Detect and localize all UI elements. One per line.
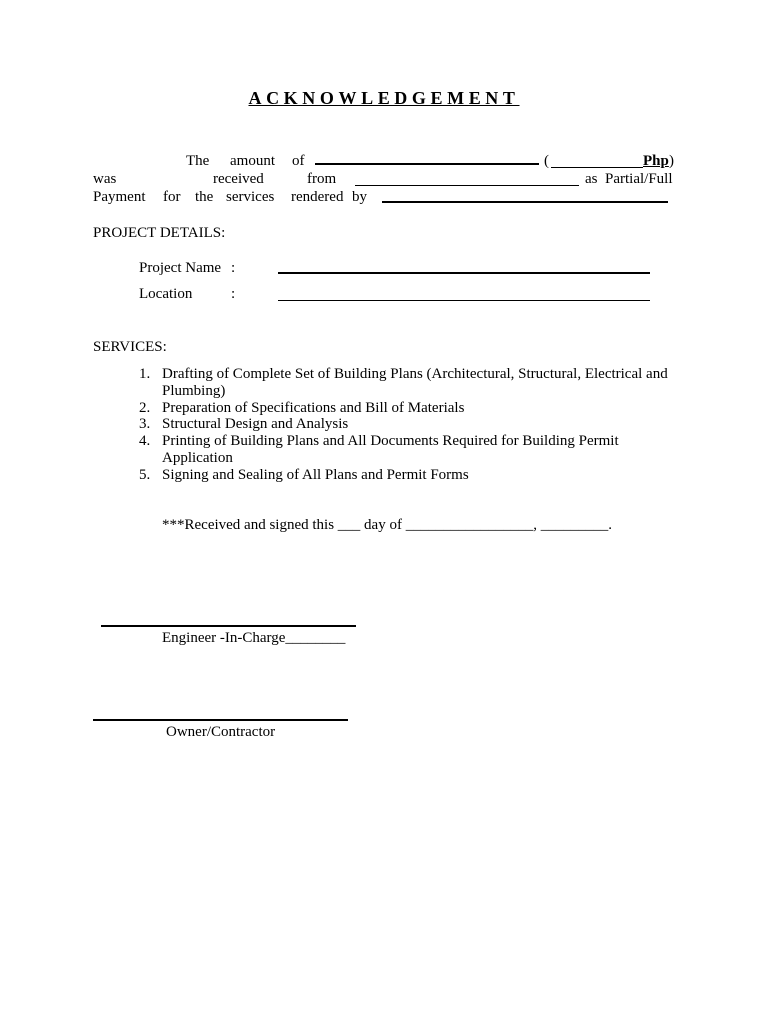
services-heading: SERVICES: [93,339,167,355]
location-colon: : [231,286,236,302]
project-name-label: Project Name [139,260,222,276]
service-item-text: Signing and Sealing of All Plans and Permit Forms [162,466,469,483]
word-rendered: rendered [291,189,344,205]
service-item [139,366,679,400]
project-details-heading: PROJECT DETAILS: [93,225,226,241]
word-as: as [585,171,598,187]
word-from: from [307,171,337,187]
project-name-colon: : [231,260,236,276]
service-item [139,400,679,417]
project-name-blank[interactable] [278,272,650,274]
word-was: was [93,171,117,187]
amount-figures-blank[interactable] [551,167,643,168]
service-item-text: Preparation of Specifications and Bill of Materials [162,399,465,416]
amount-words-blank[interactable] [315,163,539,165]
service-item-number: 5. [139,466,151,483]
received-signed-line: ***Received and signed this ___ day of _________________, _________. [162,517,612,533]
service-item-number: 2. [139,399,151,416]
word-by: by [352,189,367,205]
service-item [139,433,679,467]
service-item [139,416,679,433]
service-item-number: 1. [139,366,151,382]
owner-signature-line[interactable] [93,719,348,721]
owner-contractor-label: Owner/Contractor [166,724,276,740]
word-for: for [163,189,181,205]
word-the: The [186,153,210,169]
services-list [139,366,679,484]
service-item-number: 3. [139,416,151,433]
location-label: Location [139,286,193,302]
service-item-text: Structural Design and Analysis [162,416,349,433]
word-services: services [226,189,275,205]
document-title: ACKNOWLEDGEMENT [248,88,520,108]
service-item-text: Drafting of Complete Set of Building Plans (Architectural, Structural, Electrical and Plumbing) [162,366,668,399]
currency-label: Php [643,153,669,169]
service-item-text: Printing of Building Plans and All Documents Required for Building Permit Application [162,433,619,466]
word-of: of [292,153,305,169]
service-provider-blank[interactable] [382,201,668,203]
word-partial-full: Partial/Full [605,171,673,187]
location-blank[interactable] [278,300,650,301]
close-paren: ) [669,153,674,169]
engineer-signature-line[interactable] [101,625,356,627]
word-amount: amount [230,153,275,169]
word-the-2: the [195,189,214,205]
word-received: received [213,171,264,187]
service-item [139,467,679,484]
engineer-in-charge-label: Engineer -In-Charge________ [162,630,346,646]
word-payment: Payment [93,189,146,205]
service-item-number: 4. [139,433,151,450]
open-paren: ( [544,153,549,169]
payer-blank[interactable] [355,185,579,186]
